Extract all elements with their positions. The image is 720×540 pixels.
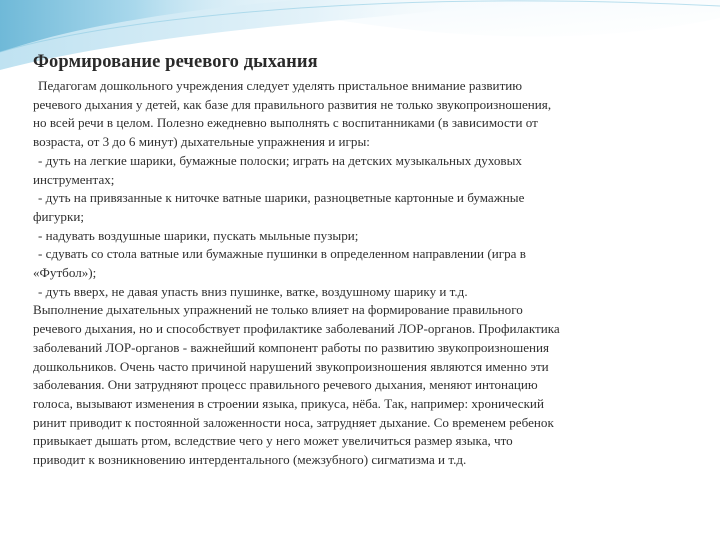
content-area (33, 52, 693, 470)
list-item: - сдувать со стола ватные или бумажные пушинки в определенном направлении (игра в (38, 246, 526, 262)
text-line: фигурки; (33, 208, 84, 224)
text-line: заболеваний ЛОР-органов - важнейший компонент работы по развитию звукопроизношения (33, 339, 550, 355)
text-line: приводит к возникновению интердентального (межзубного) сигматизма и т.д. (33, 452, 467, 468)
slide-body (33, 77, 693, 470)
text-line: речевого дыхания, но и способствует профилактике заболеваний ЛОР-органов. Профилактика (33, 321, 560, 337)
list-item: - дуть вверх, не давая упасть вниз пушинке, ватке, воздушному шарику и т.д. (38, 283, 468, 299)
text-line: Выполнение дыхательных упражнений не только влияет на формирование правильного (33, 302, 523, 318)
text-line: речевого дыхания у детей, как базе для правильного развития не только звукопроизношения, (33, 96, 552, 112)
text-line: привыкает дышать ртом, вследствие чего у него может увеличиться размер языка, что (33, 433, 513, 449)
text-line: заболевания. Они затрудняют процесс правильного речевого дыхания, меняют интонацию (33, 377, 538, 393)
text-line: но всей речи в целом. Полезно ежедневно выполнять с воспитанниками (в зависимости от (33, 115, 538, 131)
text-line: «Футбол»); (33, 265, 97, 281)
list-item: - дуть на привязанные к ниточке ватные шарики, разноцветные картонные и бумажные (38, 190, 525, 206)
text-line: возраста, от 3 до 6 минут) дыхательные упражнения и игры: (33, 134, 370, 150)
text-line: Педагогам дошкольного учреждения следует уделять пристальное внимание развитию (38, 78, 523, 93)
list-item: - дуть на легкие шарики, бумажные полоски; играть на детских музыкальных духовых (38, 152, 522, 168)
text-line: ринит приводит к постоянной заложенности носа, затрудняет дыхание. Со временем ребенок (33, 414, 554, 430)
text-line: голоса, вызывают изменения в строении языка, прикуса, нёба. Так, например: хронический (33, 395, 544, 411)
text-line: инструментах; (33, 171, 115, 187)
list-item: - надувать воздушные шарики, пускать мыльные пузыри; (38, 227, 359, 243)
text-line: дошкольников. Очень часто причиной нарушений звукопроизношения являются именно эти (33, 358, 549, 374)
slide-title: Формирование речевого дыхания (33, 52, 318, 72)
